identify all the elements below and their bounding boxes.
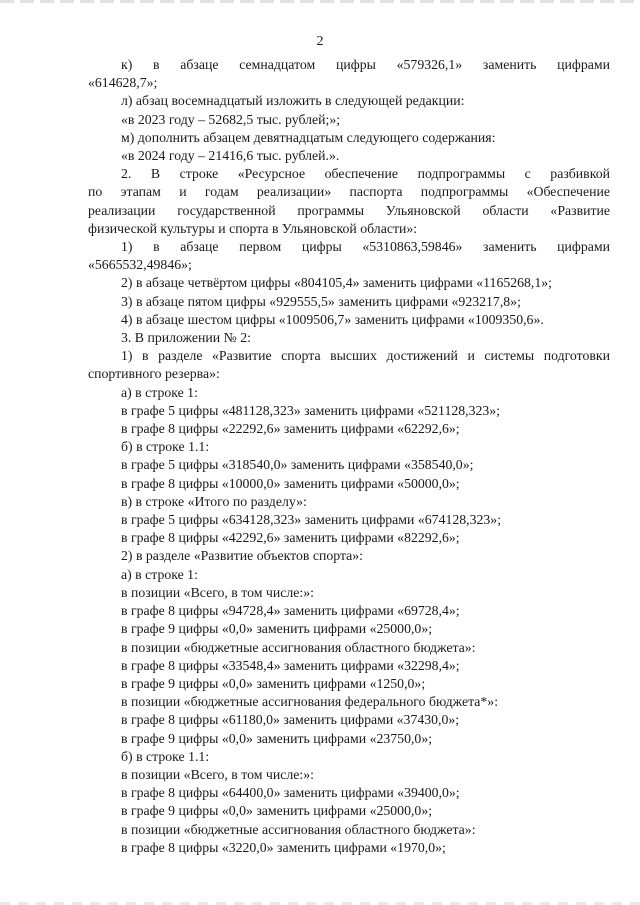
paragraph-line: «в 2024 году – 21416,6 тыс. рублей.». (121, 148, 340, 164)
paragraph-line: а) в строке 1: (121, 384, 198, 400)
paragraph-line: в графе 8 цифры «3220,0» заменить цифрами «1970,0»; (121, 839, 446, 855)
paragraph-line: «614628,7»; (88, 75, 158, 91)
paragraph-line: в позиции «Всего, в том числе:»: (121, 766, 314, 782)
scan-edge-top (0, 0, 640, 3)
paragraph-line: л) абзац восемнадцатый изложить в следующей редакции: (121, 93, 465, 109)
paragraph-line: в позиции «бюджетные ассигнования областного бюджета»: (121, 639, 476, 655)
paragraph-line: в графе 5 цифры «481128,323» заменить цифрами «521128,323»; (121, 402, 501, 418)
paragraph-line: в графе 9 цифры «0,0» заменить цифрами «1250,0»; (121, 675, 426, 691)
document-body (88, 56, 610, 857)
paragraph-line: 1) в разделе «Развитие спорта высших достижений и системы подготовки (121, 348, 610, 364)
paragraph-line: к) в абзаце семнадцатом цифры «579326,1» заменить цифрами (121, 57, 610, 72)
paragraph-line: в графе 9 цифры «0,0» заменить цифрами «25000,0»; (121, 621, 433, 637)
paragraph-line: в графе 8 цифры «42292,6» заменить цифрами «82292,6»; (121, 530, 460, 546)
paragraph-line: в позиции «бюджетные ассигнования федерального бюджета*»: (121, 694, 499, 710)
paragraph-line: реализации государственной программы Ульяновской области «Развитие (88, 202, 610, 218)
paragraph-line: в) в строке «Итого по разделу»: (121, 493, 307, 509)
paragraph-line: в графе 8 цифры «10000,0» заменить цифрами «50000,0»; (121, 475, 460, 491)
paragraph-line: в графе 8 цифры «94728,4» заменить цифрами «69728,4»; (121, 603, 460, 619)
paragraph-line: 1) в абзаце первом цифры «5310863,59846» заменить цифрами (121, 239, 610, 255)
page-number: 2 (316, 34, 324, 49)
paragraph-line: по этапам и годам реализации» паспорта подпрограммы «Обеспечение (88, 184, 610, 200)
paragraph-line: «5665532,49846»; (88, 257, 192, 273)
paragraph-line: физической культуры и спорта в Ульяновской области»: (88, 220, 418, 236)
paragraph-line: в графе 9 цифры «0,0» заменить цифрами «23750,0»; (121, 730, 433, 746)
paragraph-line: б) в строке 1.1: (121, 748, 210, 764)
paragraph-line: в позиции «бюджетные ассигнования областного бюджета»: (121, 821, 476, 837)
paragraph-line: 2) в разделе «Развитие объектов спорта»: (121, 548, 363, 564)
paragraph-line: в графе 8 цифры «22292,6» заменить цифрами «62292,6»; (121, 421, 460, 437)
paragraph-line: 3) в абзаце пятом цифры «929555,5» заменить цифрами «923217,8»; (121, 293, 521, 309)
paragraph-line: 2) в абзаце четвёртом цифры «804105,4» заменить цифрами «1165268,1»; (121, 275, 553, 291)
paragraph-line: в графе 5 цифры «634128,323» заменить цифрами «674128,323»; (121, 512, 502, 528)
paragraph-line: в графе 8 цифры «33548,4» заменить цифрами «32298,4»; (121, 657, 460, 673)
paragraph-line: а) в строке 1: (121, 566, 198, 582)
paragraph-line: в графе 9 цифры «0,0» заменить цифрами «25000,0»; (121, 803, 433, 819)
paragraph-line: м) дополнить абзацем девятнадцатым следующего содержания: (121, 129, 496, 145)
paragraph-line: 4) в абзаце шестом цифры «1009506,7» заменить цифрами «1009350,6». (121, 311, 544, 327)
paragraph-line: 3. В приложении № 2: (121, 330, 251, 346)
paragraph-line: в позиции «Всего, в том числе:»: (121, 584, 314, 600)
paragraph-line: 2. В строке «Ресурсное обеспечение подпрограммы с разбивкой (121, 166, 610, 182)
paragraph-line: в графе 8 цифры «64400,0» заменить цифрами «39400,0»; (121, 785, 460, 801)
paragraph-line: б) в строке 1.1: (121, 439, 210, 455)
paragraph-line: «в 2023 году – 52682,5 тыс. рублей;»; (121, 111, 341, 127)
paragraph-line: в графе 5 цифры «318540,0» заменить цифрами «358540,0»; (121, 457, 474, 473)
paragraph-line: в графе 8 цифры «61180,0» заменить цифрами «37430,0»; (121, 712, 460, 728)
paragraph-line: спортивного резерва»: (88, 366, 220, 382)
